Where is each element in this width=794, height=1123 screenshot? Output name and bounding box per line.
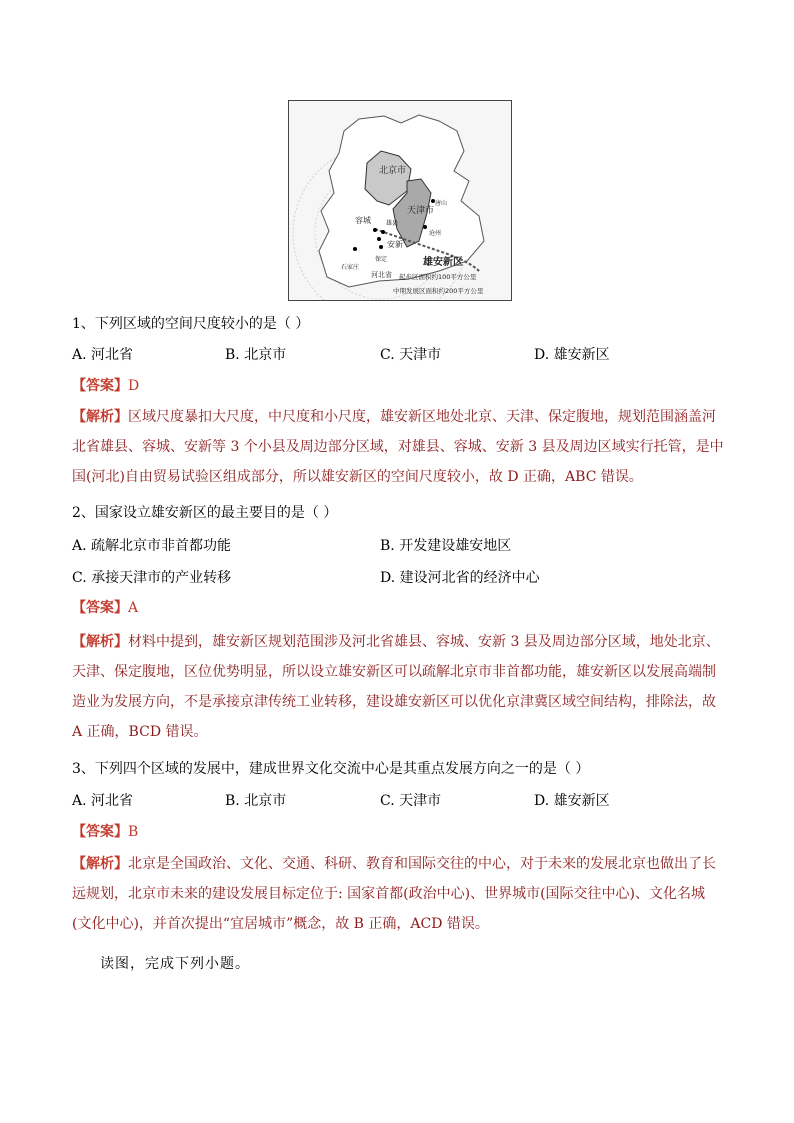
question-2-option-c: C. 承接天津市的产业转移 — [72, 570, 232, 586]
answer-tag: 【答案】 — [72, 824, 128, 840]
label-anxin: 安新 — [387, 240, 403, 249]
question-3-option-a: A. 河北省 — [72, 793, 134, 809]
label-xiongan: 雄安新区 — [423, 257, 463, 268]
question-1-option-c: C. 天津市 — [380, 347, 442, 363]
label-rongcheng: 容城 — [355, 216, 371, 225]
label-shijiazhuang: 石家庄 — [341, 264, 360, 271]
label-tianjin: 天津市 — [407, 206, 435, 216]
answer-value: A — [128, 600, 139, 616]
question-2-answer — [72, 598, 138, 618]
label-hebei: 河北省 — [371, 271, 392, 279]
label-tangshan: 唐山 — [435, 200, 448, 207]
legend-200: 中期发展区面积约200平方公里 — [393, 287, 484, 295]
explanation-text: 材料中提到，雄安新区规划范围涉及河北省雄县、容城、安新 3 县及周边部分区域，地处北京、天津、保定腹地，区位优势明显，所以设立雄安新区可以疏解北京市非首都功能，雄安新区以发展高端制造业为发展方向，不是承接京津传统工业转移，建设雄安新区可以优化京津冀区域空间结构，排除法，故 A 正确，BCD 错误。 — [72, 634, 720, 740]
answer-tag: 【答案】 — [72, 600, 128, 616]
question-1-answer — [72, 376, 139, 396]
question-3-option-d: D. 雄安新区 — [534, 793, 610, 809]
question-2-explanation — [72, 627, 724, 747]
label-baoding: 保定 — [375, 256, 388, 263]
question-1-option-b: B. 北京市 — [225, 347, 287, 363]
question-3-option-b: B. 北京市 — [225, 793, 287, 809]
question-2-option-a: A. 疏解北京市非首都功能 — [72, 538, 232, 554]
question-1-option-d: D. 雄安新区 — [534, 347, 610, 363]
map-figure — [288, 100, 512, 301]
question-1-explanation — [72, 402, 724, 492]
label-xiongxian: 雄县 — [386, 220, 399, 227]
question-3-answer — [72, 822, 138, 842]
instruction-note: 读图，完成下列小题。 — [100, 956, 250, 972]
explanation-text: 区域尺度暴扣大尺度，中尺度和小尺度，雄安新区地处北京、天津、保定腹地，规划范围涵盖河北省雄县、容城、安新等 3 个小县及周边部分区域，对雄县、容城、安新 3 县及周边区域实行托管，是中国(河北)自由贸易试验区组成部分，所以雄安新区的空间尺度较小，故 D 正确，ABC 错误。 — [72, 409, 724, 485]
question-3-option-c: C. 天津市 — [380, 793, 442, 809]
answer-value: B — [128, 824, 139, 840]
answer-value: D — [128, 378, 140, 394]
label-cangzhou: 沧州 — [429, 230, 442, 237]
label-beijing: 北京市 — [379, 166, 407, 176]
question-3-explanation — [72, 849, 724, 939]
question-2-stem: 2、国家设立雄安新区的最主要目的是（ ） — [72, 505, 338, 521]
explanation-tag: 【解析】 — [72, 409, 128, 425]
question-1-option-a: A. 河北省 — [72, 347, 134, 363]
question-2-option-b: B. 开发建设雄安地区 — [380, 538, 512, 554]
question-3-stem: 3、下列四个区域的发展中，建成世界文化交流中心是其重点发展方向之一的是（ ） — [72, 761, 590, 777]
question-1-stem: 1、下列区域的空间尺度较小的是（ ） — [72, 316, 310, 332]
map-graphic — [289, 101, 511, 300]
explanation-tag: 【解析】 — [72, 634, 128, 650]
explanation-tag: 【解析】 — [72, 856, 128, 872]
legend-100: 起步区面积约100平方公里 — [399, 273, 477, 281]
answer-tag: 【答案】 — [72, 378, 128, 394]
explanation-text: 北京是全国政治、文化、交通、科研、教育和国际交往的中心，对于未来的发展北京也做出了长远规划，北京市未来的建设发展目标定位于: 国家首都(政治中心)、世界城市(国际交往中心)、文化名城(文化中心)，并首次提出“宜居城市”概念，故 B 正确，ACD 错误。 — [72, 856, 716, 932]
question-2-option-d: D. 建设河北省的经济中心 — [380, 570, 540, 586]
